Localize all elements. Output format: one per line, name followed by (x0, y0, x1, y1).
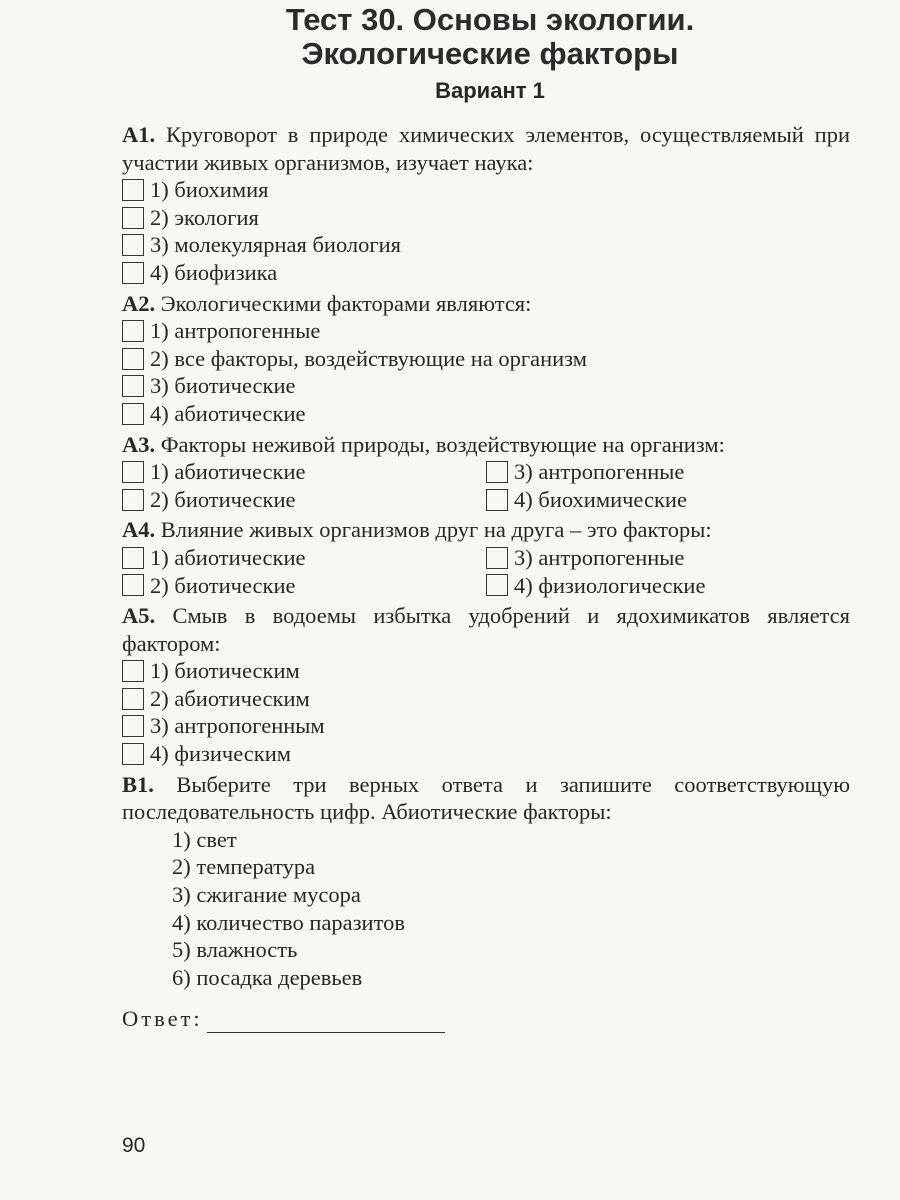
option[interactable] (122, 712, 850, 740)
option[interactable] (486, 486, 850, 514)
option[interactable] (122, 372, 850, 400)
checkbox[interactable] (122, 743, 144, 765)
question-a5 (122, 602, 850, 657)
answer-field[interactable] (207, 1010, 445, 1033)
list-item: 2) температура (172, 854, 316, 880)
checkbox[interactable] (122, 320, 144, 342)
answer-label: Ответ: (122, 1006, 203, 1032)
option[interactable] (122, 231, 850, 259)
checkbox[interactable] (486, 547, 508, 569)
option-label: 4) абиотические (150, 400, 306, 426)
option-label: 2) экология (150, 204, 259, 230)
checkbox[interactable] (122, 489, 144, 511)
option-label: 4) биохимические (514, 486, 687, 512)
option[interactable] (122, 317, 850, 345)
list-item: 5) влажность (172, 937, 298, 963)
checkbox[interactable] (122, 547, 144, 569)
question-text: Смыв в водоемы избытка удобрений и ядохимикатов является фактором: (122, 603, 850, 656)
question-text: Экологическими факторами являются: (160, 290, 532, 316)
question-number: В1. (122, 771, 154, 797)
option-label: 2) биотические (150, 486, 296, 512)
option[interactable] (122, 572, 486, 600)
question-text: Влияние живых организмов друг на друга – это факторы: (160, 517, 712, 543)
option-label: 1) биотическим (150, 658, 300, 684)
option[interactable] (486, 458, 850, 486)
list-item: 1) свет (172, 826, 237, 852)
checkbox[interactable] (122, 179, 144, 201)
checkbox[interactable] (122, 660, 144, 682)
option-label: 4) физическим (150, 741, 291, 767)
page-number: 90 (122, 1134, 146, 1157)
checkbox[interactable] (122, 403, 144, 425)
option-label: 1) абиотические (150, 544, 306, 570)
option[interactable] (122, 486, 486, 514)
test-title: Тест 30. Основы экологии. (285, 2, 695, 37)
option[interactable] (122, 740, 850, 768)
checkbox[interactable] (122, 234, 144, 256)
question-number: А3. (122, 431, 156, 457)
list-item: 3) сжигание мусора (172, 882, 361, 908)
option[interactable] (122, 685, 850, 713)
checkbox[interactable] (122, 375, 144, 397)
checkbox[interactable] (122, 688, 144, 710)
option[interactable] (122, 259, 850, 287)
option[interactable] (486, 572, 850, 600)
checkbox[interactable] (122, 574, 144, 596)
option-label: 2) все факторы, воздействующие на организм (150, 345, 587, 371)
question-a1 (122, 121, 850, 176)
question-text: Факторы неживой природы, воздействующие на организм: (160, 431, 725, 457)
list-item: 6) посадка деревьев (172, 964, 363, 990)
option[interactable] (486, 544, 850, 572)
question-number: А4. (122, 517, 156, 543)
option[interactable] (122, 544, 486, 572)
option-label: 3) молекулярная биология (150, 232, 402, 258)
option-label: 1) антропогенные (150, 318, 321, 344)
option[interactable] (122, 657, 850, 685)
option-label: 3) антропогенные (514, 544, 685, 570)
question-b1 (122, 771, 850, 826)
option-label: 3) антропогенные (514, 459, 685, 485)
option-label: 3) антропогенным (150, 713, 325, 739)
option-label: 2) абиотическим (150, 685, 310, 711)
option[interactable] (122, 345, 850, 373)
option-label: 3) биотические (150, 373, 296, 399)
checkbox[interactable] (122, 262, 144, 284)
option-label: 4) физиологические (514, 572, 706, 598)
variant-heading: Вариант 1 (435, 78, 545, 103)
checkbox[interactable] (122, 715, 144, 737)
option[interactable] (122, 458, 486, 486)
question-number: А2. (122, 290, 156, 316)
test-content (122, 118, 850, 1033)
option-label: 4) биофизика (150, 259, 278, 285)
option[interactable] (122, 400, 850, 428)
question-a4 (122, 516, 850, 544)
question-text: Выберите три верных ответа и запишите соответствующую последовательность цифр. Абиотические факторы: (122, 771, 850, 825)
checkbox[interactable] (486, 574, 508, 596)
option-label: 2) биотические (150, 572, 296, 598)
b1-items (122, 826, 850, 992)
question-a2 (122, 290, 850, 318)
answer-row (122, 1005, 850, 1033)
list-item: 4) количество паразитов (172, 909, 406, 935)
question-number: А1. (122, 122, 156, 147)
option[interactable] (122, 204, 850, 232)
option-label: 1) биохимия (150, 177, 269, 203)
checkbox[interactable] (122, 207, 144, 229)
question-text: Круговорот в природе химических элементов, осуществляемый при участии живых организмов, изучает наука: (122, 122, 850, 175)
test-subtitle: Экологические факторы (301, 36, 679, 71)
checkbox[interactable] (122, 348, 144, 370)
checkbox[interactable] (486, 461, 508, 483)
checkbox[interactable] (122, 461, 144, 483)
option-label: 1) абиотические (150, 459, 306, 485)
question-a3 (122, 431, 850, 459)
question-number: А5. (122, 603, 156, 629)
option[interactable] (122, 176, 850, 204)
checkbox[interactable] (486, 489, 508, 511)
